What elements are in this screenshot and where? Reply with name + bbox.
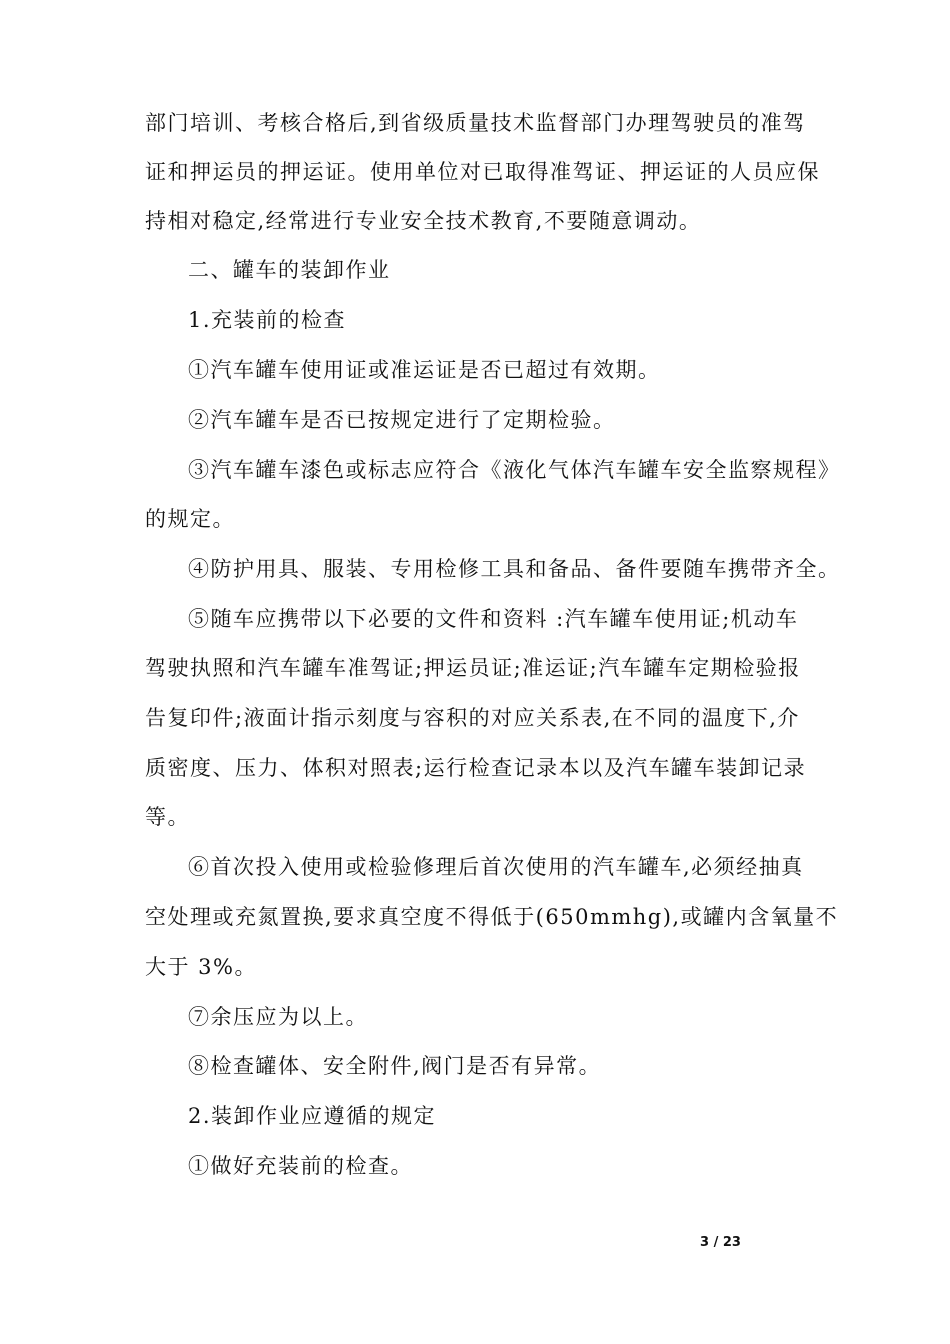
text-line: 等。 <box>145 805 190 829</box>
subsection-heading: 2.装卸作业应遵循的规定 <box>188 1104 437 1128</box>
text-line: 质密度、压力、体积对照表;运行检查记录本以及汽车罐车装卸记录 <box>145 756 807 780</box>
text-line: 持相对稳定,经常进行专业安全技术教育,不要随意调动。 <box>145 209 702 233</box>
text-line: 证和押运员的押运证。使用单位对已取得准驾证、押运证的人员应保 <box>145 160 820 184</box>
text-line: 驾驶执照和汽车罐车准驾证;押运员证;准运证;汽车罐车定期检验报 <box>145 656 801 680</box>
text-line: 空处理或充氮置换,要求真空度不得低于(650mmhg),或罐内含氧量不 <box>145 905 839 929</box>
subsection-heading: 1.充装前的检查 <box>188 308 347 332</box>
text-line: ③汽车罐车漆色或标志应符合《液化气体汽车罐车安全监察规程》 <box>188 458 841 482</box>
text-line: 的规定。 <box>145 507 235 531</box>
text-line: ④防护用具、服装、专用检修工具和备品、备件要随车携带齐全。 <box>188 557 841 581</box>
text-line: ⑤随车应携带以下必要的文件和资料 :汽车罐车使用证;机动车 <box>188 607 799 631</box>
text-line: 告复印件;液面计指示刻度与容积的对应关系表,在不同的温度下,介 <box>145 706 800 730</box>
text-line: ①汽车罐车使用证或准运证是否已超过有效期。 <box>188 358 661 382</box>
page-number: 3 / 23 <box>700 1235 741 1250</box>
text-line: 部门培训、考核合格后,到省级质量技术监督部门办理驾驶员的准驾 <box>145 111 806 135</box>
text-line: ⑧检查罐体、安全附件,阀门是否有异常。 <box>188 1054 602 1078</box>
section-heading: 二、罐车的装卸作业 <box>188 258 391 282</box>
text-line: ②汽车罐车是否已按规定进行了定期检验。 <box>188 408 616 432</box>
text-line: ⑦余压应为以上。 <box>188 1005 368 1029</box>
text-line: 大于 3%。 <box>145 955 257 979</box>
text-line: ①做好充装前的检查。 <box>188 1154 413 1178</box>
text-line: ⑥首次投入使用或检验修理后首次使用的汽车罐车,必须经抽真 <box>188 855 804 879</box>
